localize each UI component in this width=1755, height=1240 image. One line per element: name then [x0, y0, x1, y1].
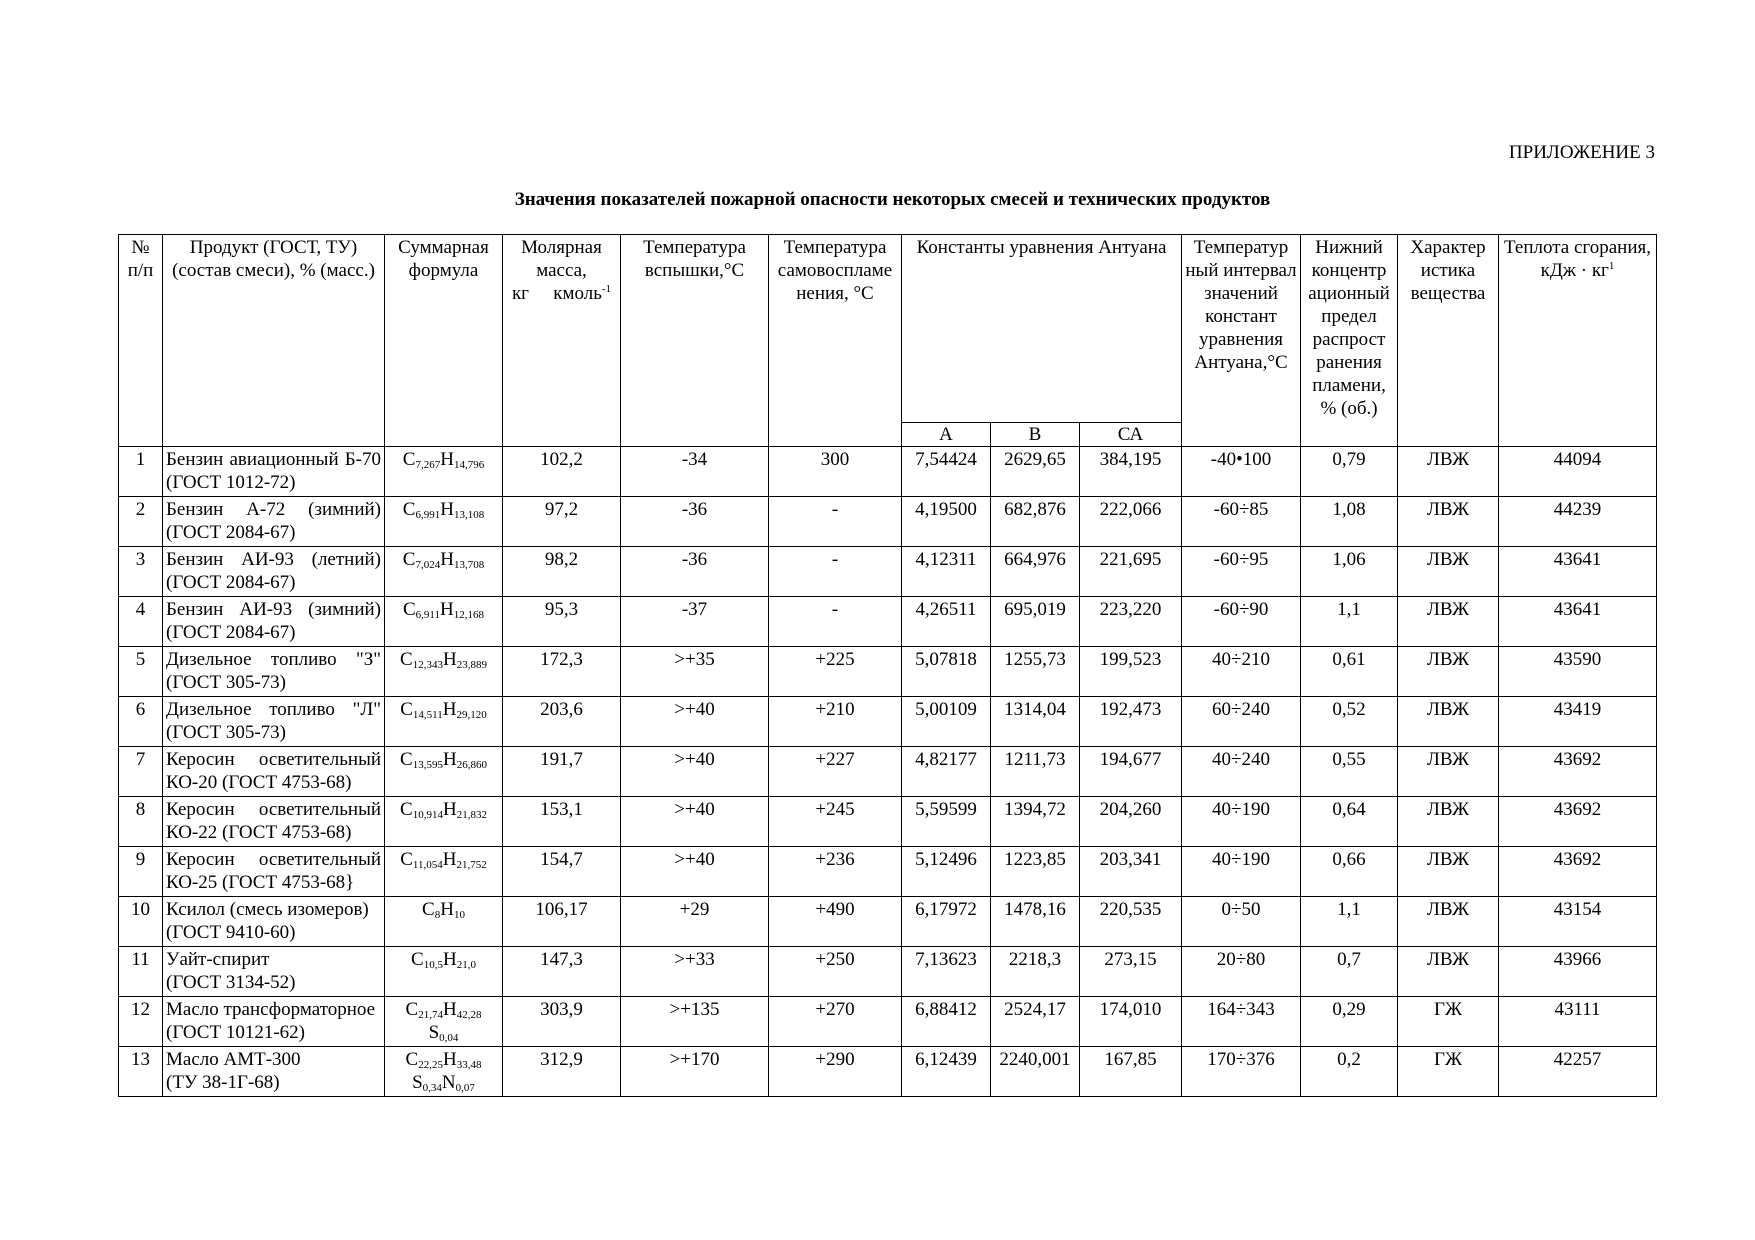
formula-line [388, 548, 499, 571]
header-characteristic: Характер истика вещества [1398, 235, 1499, 447]
heat-cell: 43966 [1499, 947, 1657, 997]
formula-subscript: 11,054 [412, 859, 443, 871]
header-formula: Суммарная формула [385, 235, 503, 447]
antoine-b-cell: 2218,3 [991, 947, 1080, 997]
antoine-ca-cell: 194,677 [1080, 747, 1182, 797]
formula-cell [385, 547, 503, 597]
characteristic-cell: ЛВЖ [1398, 497, 1499, 547]
table-row [119, 847, 1657, 897]
autoignition-temp-cell: - [769, 547, 902, 597]
heat-cell: 43419 [1499, 697, 1657, 747]
formula-subscript: 33,48 [456, 1059, 482, 1071]
table-row [119, 1047, 1657, 1097]
flash-temp-cell: >+170 [621, 1047, 769, 1097]
table-row [119, 447, 1657, 497]
antoine-a-cell: 5,00109 [902, 697, 991, 747]
lower-limit-cell: 0,7 [1301, 947, 1398, 997]
antoine-a-cell: 4,82177 [902, 747, 991, 797]
heat-cell: 44239 [1499, 497, 1657, 547]
product-cell: Бензин АИ-93 (зимний) (ГОСТ 2084-67) [163, 597, 385, 647]
formula-subscript: 22,25 [418, 1059, 443, 1071]
antoine-b-cell: 1478,16 [991, 897, 1080, 947]
product-cell: Ксилол (смесь изомеров) (ГОСТ 9410-60) [163, 897, 385, 947]
formula-element: C [411, 949, 424, 970]
formula-element: C [405, 1049, 419, 1070]
formula-subscript: 13,708 [453, 559, 485, 571]
formula-element: C [402, 499, 416, 520]
heat-cell: 43692 [1499, 847, 1657, 897]
formula-line [388, 498, 499, 521]
lower-limit-cell: 0,2 [1301, 1047, 1398, 1097]
formula-subscript: 26,860 [456, 759, 487, 771]
product-cell: Керосин осветительный КО-25 (ГОСТ 4753-68} [163, 847, 385, 897]
product-cell: Масло АМТ-300 (ТУ 38-1Г-68) [163, 1047, 385, 1097]
characteristic-cell: ЛВЖ [1398, 547, 1499, 597]
formula-subscript: 0,07 [455, 1082, 475, 1094]
formula-line [388, 948, 499, 971]
characteristic-cell: ЛВЖ [1398, 697, 1499, 747]
formula-element: C [400, 699, 413, 720]
antoine-a-cell: 6,88412 [902, 997, 991, 1047]
header-antoine: Константы уравнения Антуана [902, 235, 1182, 423]
table-body [119, 447, 1657, 1097]
flash-temp-cell: +29 [621, 897, 769, 947]
formula-subscript: 12,168 [453, 609, 484, 621]
flash-temp-cell: >+40 [621, 847, 769, 897]
formula-cell [385, 497, 503, 547]
autoignition-temp-cell: 300 [769, 447, 902, 497]
lower-limit-cell: 1,06 [1301, 547, 1398, 597]
antoine-ca-cell: 167,85 [1080, 1047, 1182, 1097]
appendix-label: ПРИЛОЖЕНИЕ 3 [1508, 142, 1655, 163]
lower-limit-cell: 0,29 [1301, 997, 1398, 1047]
molar-mass-cell: 95,3 [503, 597, 621, 647]
flash-temp-cell: >+135 [621, 997, 769, 1047]
antoine-b-cell: 664,976 [991, 547, 1080, 597]
table-row [119, 947, 1657, 997]
molar-mass-cell: 203,6 [503, 697, 621, 747]
temp-interval-cell: 60÷240 [1182, 697, 1301, 747]
formula-subscript: 7,024 [415, 559, 441, 571]
header-heat [1499, 235, 1657, 447]
table-row [119, 697, 1657, 747]
lower-limit-cell: 1,1 [1301, 897, 1398, 947]
table-row [119, 747, 1657, 797]
heat-cell: 43111 [1499, 997, 1657, 1047]
antoine-a-cell: 4,12311 [902, 547, 991, 597]
formula-element: H [442, 749, 457, 770]
characteristic-cell: ЛВЖ [1398, 797, 1499, 847]
product-cell: Керосин осветительный КО-20 (ГОСТ 4753-68) [163, 747, 385, 797]
lower-limit-cell: 0,55 [1301, 747, 1398, 797]
product-cell: Бензин авиационный Б-70 (ГОСТ 1012-72) [163, 447, 385, 497]
formula-subscript: 6,911 [415, 609, 441, 621]
table-row [119, 597, 1657, 647]
formula-element: H [440, 449, 454, 470]
formula-subscript: 10 [453, 909, 465, 921]
antoine-b-cell: 682,876 [991, 497, 1080, 547]
fire-hazard-table [118, 234, 1657, 1097]
characteristic-cell: ЛВЖ [1398, 447, 1499, 497]
temp-interval-cell: -60÷85 [1182, 497, 1301, 547]
flash-temp-cell: -36 [621, 497, 769, 547]
table-row [119, 497, 1657, 547]
product-cell: Масло трансформаторное (ГОСТ 10121-62) [163, 997, 385, 1047]
characteristic-cell: ЛВЖ [1398, 897, 1499, 947]
formula-line [388, 748, 499, 771]
row-number: 11 [119, 947, 163, 997]
row-number: 4 [119, 597, 163, 647]
molar-mass-cell: 191,7 [503, 747, 621, 797]
antoine-b-cell: 1211,73 [991, 747, 1080, 797]
product-cell: Бензин А-72 (зимний) (ГОСТ 2084-67) [163, 497, 385, 547]
formula-cell [385, 797, 503, 847]
heat-cell: 43692 [1499, 747, 1657, 797]
header-heat-unit-sup: 1 [1608, 260, 1615, 272]
antoine-ca-cell: 220,535 [1080, 897, 1182, 947]
antoine-a-cell: 6,17972 [902, 897, 991, 947]
heat-cell: 43692 [1499, 797, 1657, 847]
lower-limit-cell: 0,61 [1301, 647, 1398, 697]
heat-cell: 44094 [1499, 447, 1657, 497]
autoignition-temp-cell: +250 [769, 947, 902, 997]
header-molar-mass [503, 235, 621, 447]
molar-mass-cell: 153,1 [503, 797, 621, 847]
molar-mass-cell: 303,9 [503, 997, 621, 1047]
antoine-ca-cell: 222,066 [1080, 497, 1182, 547]
temp-interval-cell: 20÷80 [1182, 947, 1301, 997]
flash-temp-cell: >+35 [621, 647, 769, 697]
lower-limit-cell: 0,64 [1301, 797, 1398, 847]
formula-element: S [412, 1072, 423, 1093]
antoine-a-cell: 5,59599 [902, 797, 991, 847]
formula-element: H [440, 899, 454, 920]
product-cell: Дизельное топливо "Л" (ГОСТ 305-73) [163, 697, 385, 747]
antoine-a-cell: 5,07818 [902, 647, 991, 697]
formula-element: H [442, 999, 457, 1020]
heat-cell: 43154 [1499, 897, 1657, 947]
temp-interval-cell: 40÷210 [1182, 647, 1301, 697]
molar-mass-cell: 98,2 [503, 547, 621, 597]
antoine-ca-cell: 223,220 [1080, 597, 1182, 647]
formula-subscript: 6,991 [415, 509, 441, 521]
header-antoine-a: А [902, 423, 991, 447]
characteristic-cell: ЛВЖ [1398, 947, 1499, 997]
header-heat-label: Теплота сгорания, [1504, 237, 1651, 258]
molar-mass-cell: 106,17 [503, 897, 621, 947]
formula-line [388, 648, 499, 671]
formula-line [388, 598, 499, 621]
antoine-a-cell: 4,26511 [902, 597, 991, 647]
antoine-b-cell: 1223,85 [991, 847, 1080, 897]
table-row [119, 547, 1657, 597]
characteristic-cell: ЛВЖ [1398, 597, 1499, 647]
lower-limit-cell: 0,66 [1301, 847, 1398, 897]
formula-element: C [400, 749, 413, 770]
formula-line [388, 798, 499, 821]
autoignition-temp-cell: +227 [769, 747, 902, 797]
antoine-ca-cell: 203,341 [1080, 847, 1182, 897]
characteristic-cell: ЛВЖ [1398, 847, 1499, 897]
formula-cell [385, 947, 503, 997]
antoine-b-cell: 2524,17 [991, 997, 1080, 1047]
formula-element: C [405, 999, 419, 1020]
formula-element: H [442, 649, 457, 670]
row-number: 6 [119, 697, 163, 747]
antoine-ca-cell: 199,523 [1080, 647, 1182, 697]
antoine-b-cell: 1255,73 [991, 647, 1080, 697]
temp-interval-cell: 164÷343 [1182, 997, 1301, 1047]
row-number: 3 [119, 547, 163, 597]
antoine-a-cell: 7,54424 [902, 447, 991, 497]
header-lower-limit: Нижний концентр ационный предел распрост ранения пламени, % (об.) [1301, 235, 1398, 447]
autoignition-temp-cell: +210 [769, 697, 902, 747]
flash-temp-cell: -36 [621, 547, 769, 597]
molar-mass-cell: 312,9 [503, 1047, 621, 1097]
formula-subscript: 14,796 [453, 459, 485, 471]
autoignition-temp-cell: +225 [769, 647, 902, 697]
heat-cell: 43590 [1499, 647, 1657, 697]
formula-cell [385, 897, 503, 947]
formula-line [388, 698, 499, 721]
formula-element: H [442, 799, 457, 820]
formula-element: H [442, 949, 457, 970]
formula-element: H [440, 599, 454, 620]
row-number: 13 [119, 1047, 163, 1097]
formula-subscript: 29,120 [456, 709, 487, 721]
antoine-b-cell: 695,019 [991, 597, 1080, 647]
temp-interval-cell: -60÷90 [1182, 597, 1301, 647]
formula-subscript: 12,343 [412, 659, 443, 671]
molar-mass-cell: 97,2 [503, 497, 621, 547]
autoignition-temp-cell: +270 [769, 997, 902, 1047]
formula-element: C [402, 599, 416, 620]
formula-subscript: 14,511 [412, 709, 443, 721]
row-number: 7 [119, 747, 163, 797]
characteristic-cell: ЛВЖ [1398, 647, 1499, 697]
formula-subscript: 10,5 [423, 959, 443, 971]
flash-temp-cell: -37 [621, 597, 769, 647]
row-number: 12 [119, 997, 163, 1047]
header-temp-interval: Температур ный интервал значений констант уравнения Антуана,°С [1182, 235, 1301, 447]
temp-interval-cell: -40•100 [1182, 447, 1301, 497]
header-antoine-b: В [991, 423, 1080, 447]
formula-element: H [440, 499, 454, 520]
lower-limit-cell: 0,79 [1301, 447, 1398, 497]
autoignition-temp-cell: +245 [769, 797, 902, 847]
formula-cell [385, 697, 503, 747]
temp-interval-cell: 170÷376 [1182, 1047, 1301, 1097]
temp-interval-cell: 40÷190 [1182, 847, 1301, 897]
lower-limit-cell: 1,1 [1301, 597, 1398, 647]
formula-element: H [440, 549, 454, 570]
row-number: 10 [119, 897, 163, 947]
formula-element: N [441, 1072, 456, 1093]
heat-cell: 42257 [1499, 1047, 1657, 1097]
formula-subscript: 0,34 [422, 1082, 442, 1094]
formula-element: C [402, 549, 416, 570]
flash-temp-cell: -34 [621, 447, 769, 497]
formula-subscript: 21,832 [456, 809, 487, 821]
temp-interval-cell: -60÷95 [1182, 547, 1301, 597]
formula-element: H [442, 699, 457, 720]
formula-subscript: 13,108 [453, 509, 485, 521]
autoignition-temp-cell: +236 [769, 847, 902, 897]
formula-line [388, 898, 499, 921]
header-molar-mass-unit: кг   кмоль [511, 283, 602, 304]
formula-subscript: 21,752 [456, 859, 487, 871]
temp-interval-cell: 40÷190 [1182, 797, 1301, 847]
row-number: 1 [119, 447, 163, 497]
formula-subscript: 0,04 [439, 1032, 459, 1044]
row-number: 2 [119, 497, 163, 547]
product-cell: Уайт-спирит (ГОСТ 3134-52) [163, 947, 385, 997]
document-title: Значения показателей пожарной опасности некоторых смесей и технических продуктов [514, 189, 1271, 210]
temp-interval-cell: 40÷240 [1182, 747, 1301, 797]
formula-element: H [442, 849, 457, 870]
formula-subscript: 7,267 [415, 459, 441, 471]
formula-line [388, 1071, 499, 1094]
header-autoignition-temp: Температура самовоспламе нения, °С [769, 235, 902, 447]
formula-element: C [402, 449, 416, 470]
antoine-b-cell: 2240,001 [991, 1047, 1080, 1097]
formula-element: C [400, 799, 413, 820]
formula-subscript: 23,889 [456, 659, 487, 671]
formula-line [388, 848, 499, 871]
molar-mass-cell: 102,2 [503, 447, 621, 497]
formula-cell [385, 997, 503, 1047]
formula-cell [385, 447, 503, 497]
formula-line [388, 1021, 499, 1044]
antoine-ca-cell: 273,15 [1080, 947, 1182, 997]
formula-cell [385, 597, 503, 647]
header-num: № п/п [119, 235, 163, 447]
row-number: 8 [119, 797, 163, 847]
molar-mass-cell: 147,3 [503, 947, 621, 997]
formula-cell [385, 647, 503, 697]
formula-line [388, 998, 499, 1021]
formula-subscript: 10,914 [412, 809, 443, 821]
molar-mass-cell: 172,3 [503, 647, 621, 697]
product-cell: Керосин осветительный КО-22 (ГОСТ 4753-68) [163, 797, 385, 847]
formula-line [388, 448, 499, 471]
formula-subscript: 8 [434, 909, 441, 921]
header-molar-mass-unit-sup: -1 [601, 283, 612, 295]
product-cell: Дизельное топливо "З" (ГОСТ 305-73) [163, 647, 385, 697]
antoine-a-cell: 5,12496 [902, 847, 991, 897]
lower-limit-cell: 1,08 [1301, 497, 1398, 547]
lower-limit-cell: 0,52 [1301, 697, 1398, 747]
row-number: 9 [119, 847, 163, 897]
temp-interval-cell: 0÷50 [1182, 897, 1301, 947]
formula-line [388, 1048, 499, 1071]
flash-temp-cell: >+40 [621, 747, 769, 797]
table-row [119, 997, 1657, 1047]
table-row [119, 897, 1657, 947]
characteristic-cell: ГЖ [1398, 997, 1499, 1047]
table-row [119, 797, 1657, 847]
header-heat-unit: кДж · кг [1540, 260, 1609, 281]
formula-cell [385, 747, 503, 797]
formula-subscript: 21,74 [418, 1009, 443, 1021]
molar-mass-cell: 154,7 [503, 847, 621, 897]
autoignition-temp-cell: +490 [769, 897, 902, 947]
row-number: 5 [119, 647, 163, 697]
header-product: Продукт (ГОСТ, ТУ) (состав смеси), % (масс.) [163, 235, 385, 447]
autoignition-temp-cell: - [769, 497, 902, 547]
antoine-a-cell: 4,19500 [902, 497, 991, 547]
heat-cell: 43641 [1499, 597, 1657, 647]
characteristic-cell: ЛВЖ [1398, 747, 1499, 797]
formula-element: S [428, 1022, 440, 1043]
antoine-ca-cell: 221,695 [1080, 547, 1182, 597]
antoine-b-cell: 1314,04 [991, 697, 1080, 747]
antoine-ca-cell: 384,195 [1080, 447, 1182, 497]
antoine-a-cell: 7,13623 [902, 947, 991, 997]
table-row [119, 647, 1657, 697]
formula-cell [385, 1047, 503, 1097]
formula-subscript: 13,595 [412, 759, 443, 771]
flash-temp-cell: >+40 [621, 697, 769, 747]
header-flash-temp: Температура вспышки,°С [621, 235, 769, 447]
antoine-ca-cell: 204,260 [1080, 797, 1182, 847]
formula-subscript: 21,0 [456, 959, 476, 971]
formula-element: C [400, 649, 413, 670]
autoignition-temp-cell: +290 [769, 1047, 902, 1097]
header-antoine-ca: СА [1080, 423, 1182, 447]
product-cell: Бензин АИ-93 (летний) (ГОСТ 2084-67) [163, 547, 385, 597]
heat-cell: 43641 [1499, 547, 1657, 597]
flash-temp-cell: >+33 [621, 947, 769, 997]
flash-temp-cell: >+40 [621, 797, 769, 847]
formula-element: H [442, 1049, 457, 1070]
formula-subscript: 42,28 [456, 1009, 482, 1021]
formula-cell [385, 847, 503, 897]
antoine-b-cell: 1394,72 [991, 797, 1080, 847]
antoine-ca-cell: 174,010 [1080, 997, 1182, 1047]
antoine-ca-cell: 192,473 [1080, 697, 1182, 747]
antoine-a-cell: 6,12439 [902, 1047, 991, 1097]
characteristic-cell: ГЖ [1398, 1047, 1499, 1097]
antoine-b-cell: 2629,65 [991, 447, 1080, 497]
formula-element: C [422, 899, 435, 920]
formula-element: C [400, 849, 413, 870]
header-molar-mass-label: Молярная масса, [521, 237, 602, 281]
autoignition-temp-cell: - [769, 597, 902, 647]
